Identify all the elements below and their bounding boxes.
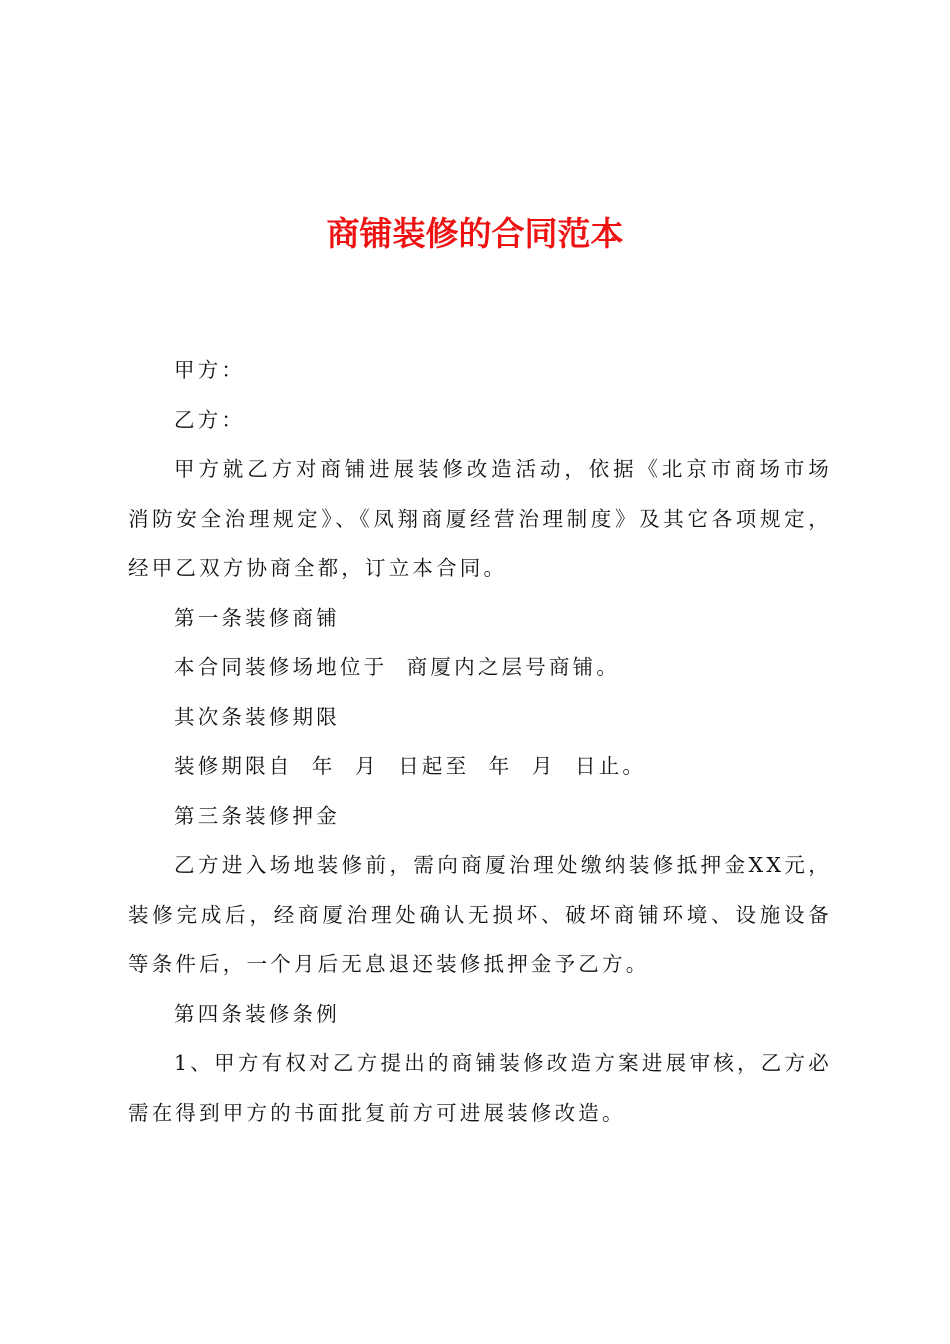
- party-b-line: 乙方：: [174, 407, 246, 432]
- article-3-text: 乙方进入场地装修前，需向商厦治理处缴纳装修抵押金XX元，装修完成后，经商厦治理处确认无损坏、破坏商铺环境、设施设备等条件后，一个月后无息退还装修抵押金予乙方。: [128, 853, 832, 976]
- party-a-line: 甲方：: [174, 358, 246, 382]
- document-title: 商铺装修的合同范本: [326, 214, 624, 253]
- article-2-heading: 其次条装修期限: [174, 704, 340, 729]
- article-1-heading: 第一条装修商铺: [174, 605, 340, 630]
- article-3-heading: 第三条装修押金: [174, 803, 340, 828]
- article-4-heading: 第四条装修条例: [174, 1001, 340, 1026]
- article-4-item-1: 1、甲方有权对乙方提出的商铺装修改造方案进展审核，乙方必需在得到甲方的书面批复前方可进展装修改造。: [128, 1051, 832, 1125]
- document-body: [128, 346, 832, 1138]
- preamble-paragraph: 甲方就乙方对商铺进展装修改造活动，依据《北京市商场市场消防安全治理规定》、《凤翔商厦经营治理制度》及其它各项规定，经甲乙双方协商全都，订立本合同。: [128, 457, 832, 580]
- article-1-text: 本合同装修场地位于 商厦内之层号商铺。: [174, 655, 621, 679]
- article-2-text: 装修期限自 年 月 日起至 年 月 日止。: [174, 754, 647, 778]
